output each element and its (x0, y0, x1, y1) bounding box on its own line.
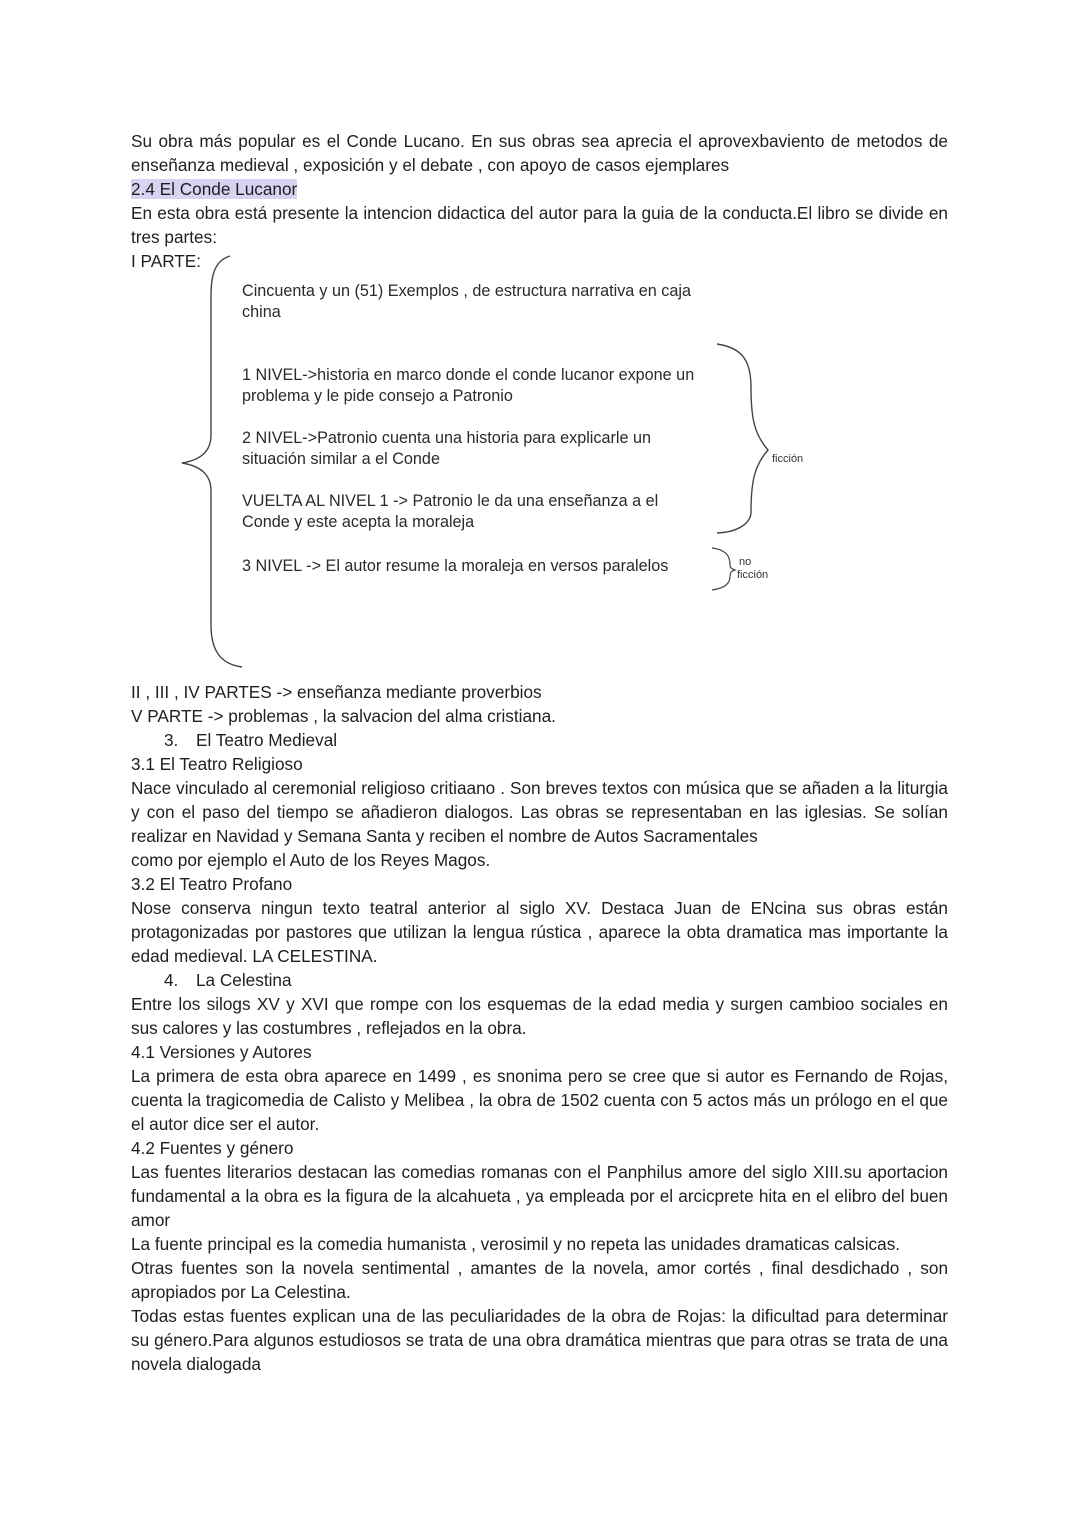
section-3-1-paragraph: Nace vinculado al ceremonial religioso critiaano . Son breves textos con música que se añaden a la liturgia y con el paso del tiempo se añadieron dialogos. Las obras se representaban en las iglesias. Se solían realizar en Navidad y Semana Santa y reciben el nombre de Autos Sacramentales (131, 778, 948, 846)
part-5-line: V PARTE -> problemas , la salvacion del alma cristiana. (131, 706, 556, 726)
section-3-1-heading: 3.1 El Teatro Religioso (131, 754, 303, 774)
no-label: no (739, 556, 752, 568)
part-label: I PARTE: (131, 251, 202, 271)
diagram-vuelta-line1: VUELTA AL NIVEL 1 -> Patronio le da una enseñanza a el (242, 492, 659, 510)
section-4-title: La Celestina (196, 970, 292, 990)
section-3-2-paragraph: Nose conserva ningun texto teatral anterior al siglo XV. Destaca Juan de ENcina sus obras están protagonizadas por pastores que utilizan la lengua rústica , aparece la obta dramatica mas importante la edad medieval. LA CELESTINA. (131, 898, 948, 966)
section-4-heading (164, 968, 292, 992)
diagram-summary-line1: Cincuenta y un (51) Exemplos , de estructura narrativa en caja (242, 282, 691, 300)
diagram-summary-line2: china (242, 303, 281, 321)
section-4-1-paragraph: La primera de esta obra aparece en 1499 , es snonima pero se cree que si autor es Fernando de Rojas, cuenta la tragicomedia de Calisto y Melibea , la obra de 1502 cuenta con 5 actos más un prólogo en el que el autor dice ser el autor. (131, 1066, 948, 1134)
diagram-nivel3: 3 NIVEL -> El autor resume la moraleja en versos paralelos (242, 557, 669, 575)
section-4-2-paragraph-4: Todas estas fuentes explican una de las peculiaridades de la obra de Rojas: la dificultad para determinar su género.Para algunos estudiosos se trata de una obra dramática mientras que para otras se trata de una novela dialogada (131, 1306, 948, 1374)
diagram-braces (0, 0, 1080, 700)
section-4-1-heading: 4.1 Versiones y Autores (131, 1042, 312, 1062)
section-4-2-paragraph-3: Otras fuentes son la novela sentimental , amantes de la novela, amor cortés , final desdichado , son apropiados por La Celestina. (131, 1258, 948, 1302)
diagram-nivel2-line2: situación similar a el Conde (242, 450, 440, 468)
parts-2-4-line: II , III , IV PARTES -> enseñanza mediante proverbios (131, 682, 542, 702)
section-4-number: 4. (164, 970, 179, 990)
ficcion-label: ficción (772, 453, 804, 465)
intro-paragraph: Su obra más popular es el Conde Lucano. En sus obras sea aprecia el aprovexbaviento de metodos de enseñanza medieval , exposición y el debate , con apoyo de casos ejemplares (131, 131, 948, 175)
section-4-2-heading: 4.2 Fuentes y género (131, 1138, 294, 1158)
diagram-nivel2-line1: 2 NIVEL->Patronio cuenta una historia para explicarle un (242, 429, 651, 447)
section-3-number: 3. (164, 730, 179, 750)
section-3-2-heading: 3.2 El Teatro Profano (131, 874, 293, 894)
heading-highlight: 2.4 El Conde Lucanor (131, 179, 298, 199)
diagram-nivel1-line1: 1 NIVEL->historia en marco donde el conde lucanor expone un (242, 366, 695, 384)
section-3-title: El Teatro Medieval (196, 730, 338, 750)
section-4-paragraph: Entre los silogs XV y XVI que rompe con los esquemas de la edad media y surgen cambioo sociales en sus calores y las costumbres , reflejados en la obra. (131, 994, 948, 1038)
no-ficcion-label: ficción (737, 569, 769, 581)
section-3-heading (164, 728, 337, 752)
section-2-4-paragraph: En esta obra está presente la intencion didactica del autor para la guia de la conducta.El libro se divide en tres partes: (131, 203, 948, 247)
diagram-nivel1-line2: problema y le pide consejo a Patronio (242, 387, 513, 405)
section-4-2-paragraph-2: La fuente principal es la comedia humanista , verosimil y no repeta las unidades dramaticas calsicas. (131, 1234, 901, 1254)
section-4-2-paragraph-1: Las fuentes literarios destacan las comedias romanas con el Panphilus amore del siglo XIII.su aportacion fundamental a la obra es la figura de la alcahueta , ya empleada por el arcicprete hita en el elibro del buen amor (131, 1162, 948, 1230)
section-3-1-example-line: como por ejemplo el Auto de los Reyes Magos. (131, 850, 491, 870)
diagram-vuelta-line2: Conde y este acepta la moraleja (242, 513, 475, 531)
large-left-brace (182, 256, 242, 667)
